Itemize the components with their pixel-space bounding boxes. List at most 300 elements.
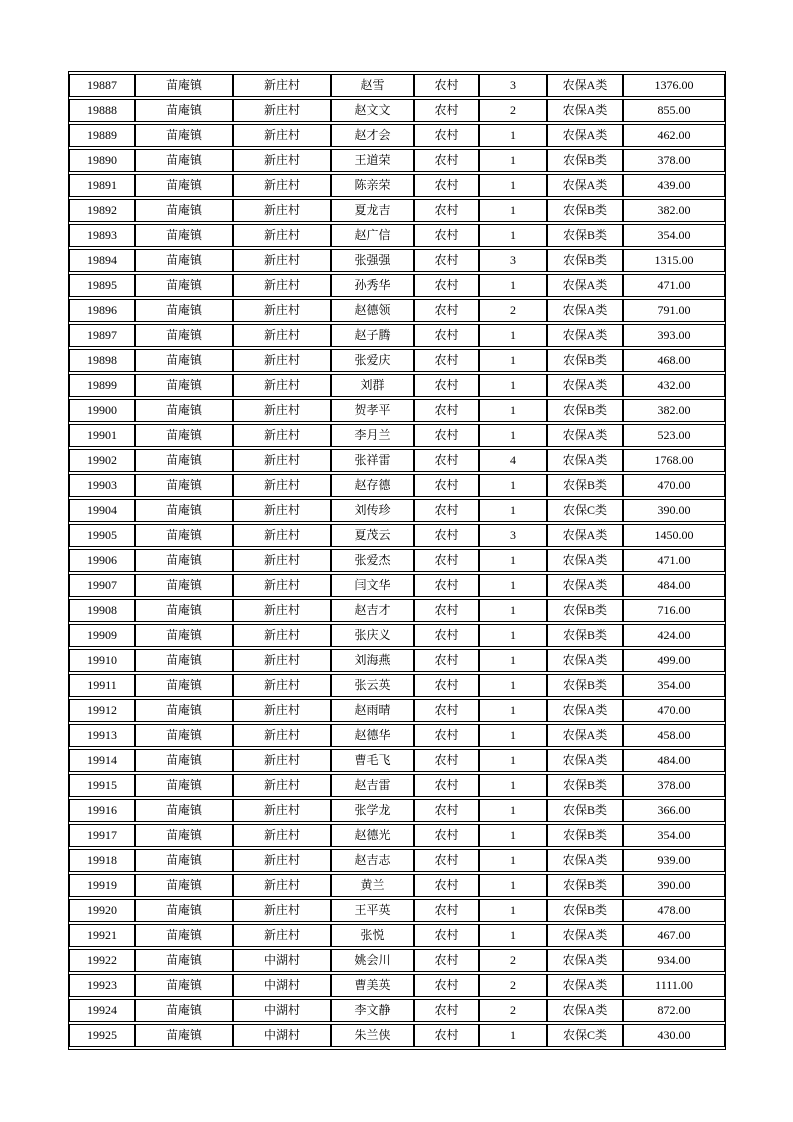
cell-category: 农保B类 [547,774,623,797]
cell-person-name: 孙秀华 [331,274,414,297]
cell-amount: 382.00 [623,199,725,222]
cell-village: 新庄村 [233,674,331,697]
cell-count: 1 [479,649,547,672]
table-row [69,399,725,422]
cell-person-name: 夏龙吉 [331,199,414,222]
cell-category: 农保B类 [547,824,623,847]
cell-town: 苗庵镇 [135,324,233,347]
cell-serial: 19909 [69,624,135,647]
table-row [69,374,725,397]
cell-amount: 382.00 [623,399,725,422]
cell-count: 2 [479,949,547,972]
cell-residence-type: 农村 [414,974,479,997]
roster-table-wrap [68,71,726,1050]
cell-amount: 499.00 [623,649,725,672]
table-row [69,499,725,522]
cell-serial: 19908 [69,599,135,622]
cell-count: 1 [479,1024,547,1047]
cell-amount: 939.00 [623,849,725,872]
table-row [69,949,725,972]
cell-town: 苗庵镇 [135,949,233,972]
cell-person-name: 赵才会 [331,124,414,147]
table-row [69,424,725,447]
cell-residence-type: 农村 [414,349,479,372]
cell-count: 1 [479,924,547,947]
cell-serial: 19889 [69,124,135,147]
cell-amount: 467.00 [623,924,725,947]
cell-count: 1 [479,424,547,447]
cell-serial: 19919 [69,874,135,897]
roster-table-body [69,74,725,1047]
cell-amount: 424.00 [623,624,725,647]
cell-village: 新庄村 [233,724,331,747]
cell-category: 农保B类 [547,799,623,822]
table-row [69,149,725,172]
cell-person-name: 黄兰 [331,874,414,897]
cell-serial: 19893 [69,224,135,247]
cell-village: 新庄村 [233,774,331,797]
cell-count: 1 [479,399,547,422]
cell-village: 新庄村 [233,549,331,572]
cell-town: 苗庵镇 [135,899,233,922]
cell-amount: 468.00 [623,349,725,372]
cell-amount: 855.00 [623,99,725,122]
cell-amount: 471.00 [623,274,725,297]
cell-person-name: 张爱庆 [331,349,414,372]
cell-town: 苗庵镇 [135,849,233,872]
cell-residence-type: 农村 [414,649,479,672]
cell-residence-type: 农村 [414,274,479,297]
cell-category: 农保A类 [547,699,623,722]
table-row [69,524,725,547]
table-row [69,674,725,697]
cell-residence-type: 农村 [414,574,479,597]
cell-village: 新庄村 [233,799,331,822]
cell-count: 1 [479,199,547,222]
cell-amount: 439.00 [623,174,725,197]
cell-person-name: 张祥雷 [331,449,414,472]
cell-amount: 934.00 [623,949,725,972]
cell-amount: 354.00 [623,224,725,247]
cell-count: 1 [479,149,547,172]
cell-village: 中湖村 [233,1024,331,1047]
cell-category: 农保A类 [547,974,623,997]
cell-category: 农保A类 [547,949,623,972]
cell-count: 1 [479,774,547,797]
cell-category: 农保A类 [547,324,623,347]
cell-town: 苗庵镇 [135,349,233,372]
cell-category: 农保B类 [547,599,623,622]
cell-count: 1 [479,724,547,747]
cell-category: 农保A类 [547,924,623,947]
cell-count: 2 [479,99,547,122]
cell-person-name: 赵存德 [331,474,414,497]
cell-person-name: 赵吉才 [331,599,414,622]
cell-category: 农保A类 [547,649,623,672]
table-row [69,724,725,747]
cell-town: 苗庵镇 [135,699,233,722]
cell-serial: 19895 [69,274,135,297]
table-row [69,749,725,772]
cell-town: 苗庵镇 [135,749,233,772]
cell-category: 农保A类 [547,849,623,872]
cell-town: 苗庵镇 [135,824,233,847]
table-row [69,649,725,672]
cell-count: 3 [479,74,547,97]
cell-village: 新庄村 [233,924,331,947]
cell-residence-type: 农村 [414,949,479,972]
cell-town: 苗庵镇 [135,249,233,272]
cell-amount: 390.00 [623,874,725,897]
cell-amount: 470.00 [623,474,725,497]
table-row [69,549,725,572]
cell-village: 新庄村 [233,524,331,547]
cell-serial: 19921 [69,924,135,947]
table-row [69,124,725,147]
cell-amount: 1768.00 [623,449,725,472]
cell-person-name: 张悦 [331,924,414,947]
table-row [69,824,725,847]
cell-village: 新庄村 [233,374,331,397]
table-row [69,199,725,222]
cell-category: 农保A类 [547,124,623,147]
cell-count: 1 [479,624,547,647]
cell-village: 新庄村 [233,274,331,297]
cell-count: 1 [479,324,547,347]
cell-category: 农保B类 [547,249,623,272]
cell-village: 新庄村 [233,449,331,472]
cell-village: 新庄村 [233,574,331,597]
cell-serial: 19911 [69,674,135,697]
cell-category: 农保A类 [547,524,623,547]
cell-person-name: 张爱杰 [331,549,414,572]
cell-village: 新庄村 [233,899,331,922]
cell-count: 1 [479,599,547,622]
cell-amount: 462.00 [623,124,725,147]
cell-person-name: 李月兰 [331,424,414,447]
cell-town: 苗庵镇 [135,99,233,122]
cell-category: 农保A类 [547,574,623,597]
cell-serial: 19924 [69,999,135,1022]
cell-count: 1 [479,849,547,872]
cell-category: 农保A类 [547,174,623,197]
cell-amount: 432.00 [623,374,725,397]
cell-person-name: 赵雨晴 [331,699,414,722]
table-row [69,299,725,322]
cell-serial: 19925 [69,1024,135,1047]
cell-village: 新庄村 [233,349,331,372]
cell-town: 苗庵镇 [135,199,233,222]
cell-town: 苗庵镇 [135,574,233,597]
cell-town: 苗庵镇 [135,774,233,797]
cell-residence-type: 农村 [414,674,479,697]
cell-village: 新庄村 [233,299,331,322]
cell-residence-type: 农村 [414,724,479,747]
cell-person-name: 刘群 [331,374,414,397]
cell-amount: 393.00 [623,324,725,347]
cell-residence-type: 农村 [414,824,479,847]
cell-count: 1 [479,699,547,722]
cell-village: 中湖村 [233,949,331,972]
cell-amount: 458.00 [623,724,725,747]
cell-residence-type: 农村 [414,474,479,497]
table-row [69,774,725,797]
cell-town: 苗庵镇 [135,599,233,622]
table-row [69,274,725,297]
cell-residence-type: 农村 [414,124,479,147]
cell-count: 1 [479,499,547,522]
cell-person-name: 赵雪 [331,74,414,97]
cell-person-name: 张云英 [331,674,414,697]
cell-serial: 19914 [69,749,135,772]
cell-town: 苗庵镇 [135,799,233,822]
cell-village: 中湖村 [233,999,331,1022]
cell-town: 苗庵镇 [135,974,233,997]
cell-amount: 471.00 [623,549,725,572]
cell-village: 新庄村 [233,824,331,847]
cell-residence-type: 农村 [414,299,479,322]
cell-category: 农保B类 [547,474,623,497]
cell-serial: 19907 [69,574,135,597]
cell-category: 农保A类 [547,274,623,297]
cell-town: 苗庵镇 [135,474,233,497]
cell-serial: 19910 [69,649,135,672]
cell-count: 4 [479,449,547,472]
cell-village: 中湖村 [233,974,331,997]
cell-amount: 1376.00 [623,74,725,97]
cell-count: 1 [479,574,547,597]
cell-residence-type: 农村 [414,424,479,447]
cell-amount: 716.00 [623,599,725,622]
cell-village: 新庄村 [233,699,331,722]
cell-category: 农保A类 [547,299,623,322]
cell-residence-type: 农村 [414,874,479,897]
cell-residence-type: 农村 [414,699,479,722]
cell-amount: 378.00 [623,149,725,172]
cell-person-name: 赵吉雷 [331,774,414,797]
cell-person-name: 刘传珍 [331,499,414,522]
cell-serial: 19888 [69,99,135,122]
cell-serial: 19887 [69,74,135,97]
cell-category: 农保B类 [547,624,623,647]
cell-town: 苗庵镇 [135,924,233,947]
cell-count: 1 [479,274,547,297]
cell-serial: 19902 [69,449,135,472]
cell-residence-type: 农村 [414,549,479,572]
cell-count: 1 [479,474,547,497]
cell-category: 农保B类 [547,199,623,222]
cell-serial: 19897 [69,324,135,347]
cell-category: 农保A类 [547,749,623,772]
cell-person-name: 张强强 [331,249,414,272]
cell-residence-type: 农村 [414,374,479,397]
cell-count: 2 [479,299,547,322]
cell-serial: 19912 [69,699,135,722]
cell-amount: 484.00 [623,749,725,772]
cell-town: 苗庵镇 [135,449,233,472]
table-row [69,974,725,997]
cell-town: 苗庵镇 [135,174,233,197]
roster-table [68,71,726,1050]
cell-count: 1 [479,549,547,572]
table-row [69,349,725,372]
cell-count: 3 [479,249,547,272]
table-row [69,924,725,947]
cell-category: 农保A类 [547,999,623,1022]
cell-category: 农保B类 [547,899,623,922]
cell-residence-type: 农村 [414,199,479,222]
cell-village: 新庄村 [233,424,331,447]
table-row [69,324,725,347]
table-row [69,474,725,497]
cell-person-name: 张庆义 [331,624,414,647]
table-row [69,999,725,1022]
cell-category: 农保A类 [547,374,623,397]
cell-village: 新庄村 [233,624,331,647]
cell-count: 2 [479,974,547,997]
cell-person-name: 赵吉志 [331,849,414,872]
cell-amount: 354.00 [623,674,725,697]
table-row [69,624,725,647]
cell-serial: 19904 [69,499,135,522]
cell-category: 农保A类 [547,549,623,572]
cell-person-name: 赵文文 [331,99,414,122]
cell-serial: 19890 [69,149,135,172]
cell-serial: 19917 [69,824,135,847]
cell-residence-type: 农村 [414,524,479,547]
cell-serial: 19892 [69,199,135,222]
table-row [69,599,725,622]
cell-amount: 378.00 [623,774,725,797]
cell-serial: 19913 [69,724,135,747]
cell-category: 农保A类 [547,99,623,122]
cell-count: 2 [479,999,547,1022]
cell-amount: 484.00 [623,574,725,597]
cell-count: 1 [479,174,547,197]
table-row [69,449,725,472]
cell-town: 苗庵镇 [135,224,233,247]
table-row [69,574,725,597]
cell-village: 新庄村 [233,224,331,247]
cell-town: 苗庵镇 [135,424,233,447]
cell-village: 新庄村 [233,874,331,897]
cell-residence-type: 农村 [414,599,479,622]
cell-serial: 19891 [69,174,135,197]
cell-town: 苗庵镇 [135,649,233,672]
cell-residence-type: 农村 [414,449,479,472]
cell-count: 1 [479,349,547,372]
cell-town: 苗庵镇 [135,874,233,897]
cell-town: 苗庵镇 [135,724,233,747]
cell-person-name: 张学龙 [331,799,414,822]
cell-person-name: 李文静 [331,999,414,1022]
cell-serial: 19903 [69,474,135,497]
cell-residence-type: 农村 [414,999,479,1022]
cell-village: 新庄村 [233,149,331,172]
cell-count: 1 [479,124,547,147]
cell-residence-type: 农村 [414,924,479,947]
cell-count: 1 [479,874,547,897]
table-row [69,699,725,722]
cell-person-name: 王道荣 [331,149,414,172]
cell-person-name: 曹毛飞 [331,749,414,772]
cell-category: 农保A类 [547,424,623,447]
cell-town: 苗庵镇 [135,549,233,572]
cell-serial: 19916 [69,799,135,822]
cell-amount: 478.00 [623,899,725,922]
cell-person-name: 闫文华 [331,574,414,597]
cell-serial: 19923 [69,974,135,997]
cell-serial: 19918 [69,849,135,872]
cell-count: 1 [479,224,547,247]
cell-village: 新庄村 [233,474,331,497]
cell-count: 1 [479,824,547,847]
cell-residence-type: 农村 [414,174,479,197]
cell-person-name: 赵广信 [331,224,414,247]
cell-amount: 1111.00 [623,974,725,997]
cell-residence-type: 农村 [414,499,479,522]
cell-residence-type: 农村 [414,799,479,822]
cell-amount: 1315.00 [623,249,725,272]
cell-serial: 19898 [69,349,135,372]
cell-town: 苗庵镇 [135,299,233,322]
cell-category: 农保B类 [547,224,623,247]
cell-amount: 872.00 [623,999,725,1022]
cell-category: 农保A类 [547,724,623,747]
cell-town: 苗庵镇 [135,524,233,547]
cell-village: 新庄村 [233,74,331,97]
cell-town: 苗庵镇 [135,149,233,172]
cell-residence-type: 农村 [414,249,479,272]
cell-serial: 19905 [69,524,135,547]
cell-town: 苗庵镇 [135,1024,233,1047]
cell-person-name: 姚会川 [331,949,414,972]
cell-category: 农保C类 [547,499,623,522]
cell-village: 新庄村 [233,399,331,422]
cell-amount: 523.00 [623,424,725,447]
cell-residence-type: 农村 [414,224,479,247]
cell-village: 新庄村 [233,849,331,872]
cell-person-name: 夏茂云 [331,524,414,547]
cell-amount: 354.00 [623,824,725,847]
cell-residence-type: 农村 [414,1024,479,1047]
cell-village: 新庄村 [233,174,331,197]
cell-town: 苗庵镇 [135,374,233,397]
cell-category: 农保B类 [547,874,623,897]
cell-amount: 791.00 [623,299,725,322]
table-row [69,174,725,197]
cell-village: 新庄村 [233,324,331,347]
cell-count: 1 [479,749,547,772]
cell-residence-type: 农村 [414,74,479,97]
cell-residence-type: 农村 [414,399,479,422]
cell-serial: 19899 [69,374,135,397]
cell-town: 苗庵镇 [135,999,233,1022]
cell-residence-type: 农村 [414,624,479,647]
cell-serial: 19906 [69,549,135,572]
cell-amount: 1450.00 [623,524,725,547]
cell-serial: 19915 [69,774,135,797]
cell-count: 1 [479,899,547,922]
cell-town: 苗庵镇 [135,499,233,522]
cell-residence-type: 农村 [414,99,479,122]
cell-category: 农保B类 [547,399,623,422]
cell-residence-type: 农村 [414,149,479,172]
cell-person-name: 王平英 [331,899,414,922]
table-row [69,99,725,122]
cell-count: 3 [479,524,547,547]
cell-village: 新庄村 [233,124,331,147]
